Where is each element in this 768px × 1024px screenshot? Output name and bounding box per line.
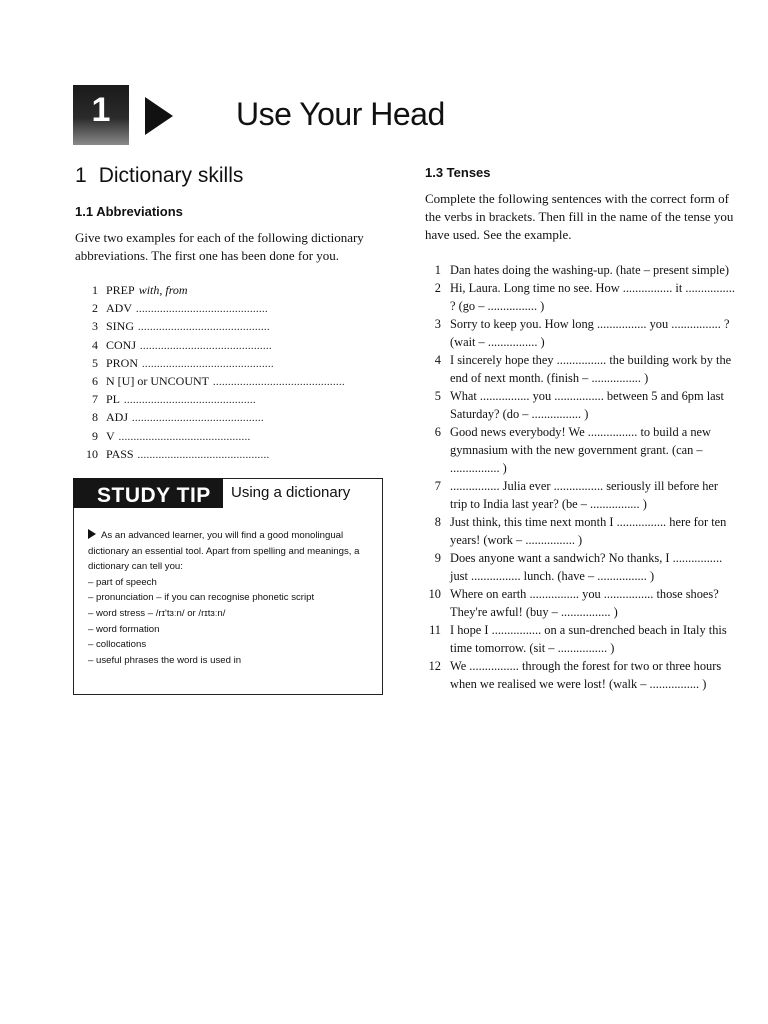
abbreviation-text: SING [106,319,135,334]
answer-blank: ............................................ [142,358,275,370]
item-number: 8 [92,410,98,425]
tense-item [425,262,735,280]
section-number: 1 [75,164,87,187]
study-tip-subtitle: Using a dictionary [231,484,351,501]
item-number: 2 [92,301,98,316]
study-tip-points [88,575,378,669]
abbreviation-item [81,392,381,410]
abbreviation-text: ADJ [106,410,129,425]
item-number: 9 [434,550,441,565]
study-tip-point: – pronunciation – if you can recognise phonetic script [88,592,315,604]
tense-sentence: Where on earth ................ you ................ those shoes? They're awful! (buy – ................ ) [450,586,719,619]
item-number: 3 [92,319,98,334]
abbreviation-item [81,319,381,337]
answer-blank: ............................................ [124,395,257,407]
abbreviation-example: with, from [138,283,188,297]
abbreviation-text: ADV [106,301,132,316]
item-number: 12 [428,658,441,673]
abbreviation-item [81,410,381,428]
tenses-list [425,262,735,694]
abbreviation-text: CONJ [106,337,137,352]
item-number: 11 [429,622,441,637]
item-number: 6 [434,425,441,440]
abbreviation-item [81,301,381,319]
tense-sentence: Good news everybody! We ................ to build a new gymnasium with the new government grant. (can – ................ ) [450,425,711,475]
answer-blank: ............................................ [212,376,345,388]
study-tip-point: – collocations [88,639,147,651]
item-number: 4 [92,337,98,352]
tense-sentence: ................ Julia ever ................ seriously ill before her trip to India last year? (be – ................ ) [450,478,719,511]
abbreviation-text: PRON [106,355,139,370]
tense-item [425,550,735,586]
answer-blank: ............................................ [118,431,251,443]
tense-sentence: Does anyone want a sandwich? No thanks, I ................ just ................ lunch. (have – ................ ) [450,550,723,583]
item-number: 10 [428,586,441,601]
tense-sentence: Hi, Laura. Long time no see. How ................ it ................ ? (go – ................ ) [450,281,735,313]
answer-blank: ............................................ [132,413,265,425]
item-number: 1 [434,263,441,277]
abbreviation-item [81,447,381,465]
item-number: 3 [434,317,441,332]
study-tip-body [88,528,378,668]
tense-sentence: What ................ you ................ between 5 and 6pm last Saturday? (do – ................ ) [450,389,724,421]
item-number: 9 [92,428,98,443]
tense-sentence: Sorry to keep you. How long ................ you ................ ? (wait – ................ ) [450,317,730,349]
item-number: 7 [434,478,441,493]
study-tip-point: – word formation [88,623,160,635]
abbreviation-text: PASS [106,446,134,461]
item-number: 1 [92,283,98,297]
abbreviation-item [81,356,381,374]
arrow-right-icon [88,529,96,539]
section-title [75,164,243,188]
study-tip-point: – word stress – /rɪ'tɜːn/ or /rɪtɜːn/ [88,607,226,619]
item-number: 6 [92,373,98,388]
section-title-text: Dictionary skills [98,164,244,187]
abbreviation-text: PREP [106,283,135,297]
answer-blank: ............................................ [136,304,268,316]
item-number: 7 [92,392,98,407]
item-number: 4 [434,353,441,368]
abbreviation-item [81,283,381,301]
abbreviation-text: PL [106,392,121,407]
item-number: 5 [434,389,441,404]
study-tip-label: STUDY TIP [73,478,223,508]
answer-blank: ............................................ [140,340,273,352]
tense-item [425,388,735,424]
tense-item [425,280,735,316]
tense-item [425,622,735,658]
tense-item [425,586,735,622]
study-tip-point: – useful phrases the word is used in [88,654,242,666]
answer-blank: ............................................ [138,322,271,334]
tense-sentence: I sincerely hope they ................ the building work by the end of next month. (finish – ................ ) [450,353,732,385]
abbreviations-list [81,283,381,465]
tense-sentence: Just think, this time next month I ................ here for ten years! (work – ................ ) [450,514,727,547]
abbreviations-instruction: Give two examples for each of the following dictionary abbreviations. The first one has been done for you. [75,230,364,263]
tense-item [425,478,735,514]
tenses-instruction: Complete the following sentences with the correct form of the verbs in brackets. Then fill in the name of the tense you have used. See the example. [425,191,734,242]
answer-blank: ............................................ [137,449,270,461]
study-tip-intro [88,528,378,575]
tense-sentence: I hope I ................ on a sun-drenched beach in Italy this time tomorrow. (sit – ................ ) [450,622,727,655]
tense-sentence: We ................ through the forest for two or three hours when we realised we were lost! (walk – ................ ) [450,658,722,691]
abbreviations-heading: 1.1 Abbreviations [75,204,183,219]
tense-item [425,514,735,550]
item-number: 8 [434,514,441,529]
abbreviation-item [81,374,381,392]
abbreviation-item [81,429,381,447]
item-number: 5 [92,355,98,370]
item-number: 10 [86,446,98,461]
tense-item [425,424,735,477]
abbreviation-text: N [U] or UNCOUNT [106,373,209,388]
tense-item [425,352,735,388]
tenses-heading: 1.3 Tenses [425,165,491,180]
unit-number: 1 [91,91,111,129]
tense-sentence: Dan hates doing the washing-up. (hate – present simple) [450,263,730,277]
abbreviation-item [81,338,381,356]
tense-item [425,658,735,694]
tense-item [425,316,735,352]
item-number: 2 [434,281,441,296]
unit-number-badge [73,85,129,145]
study-tip-box [73,478,383,695]
study-tip-intro-text: As an advanced learner, you will find a good monolingual dictionary an essential tool. Apart from spelling and meanings, a dictionary can tell you: [88,530,360,573]
abbreviation-text: V [106,428,115,443]
unit-title: Use Your Head [236,96,445,132]
study-tip-point: – part of speech [88,576,157,588]
arrow-right-icon [145,97,173,135]
